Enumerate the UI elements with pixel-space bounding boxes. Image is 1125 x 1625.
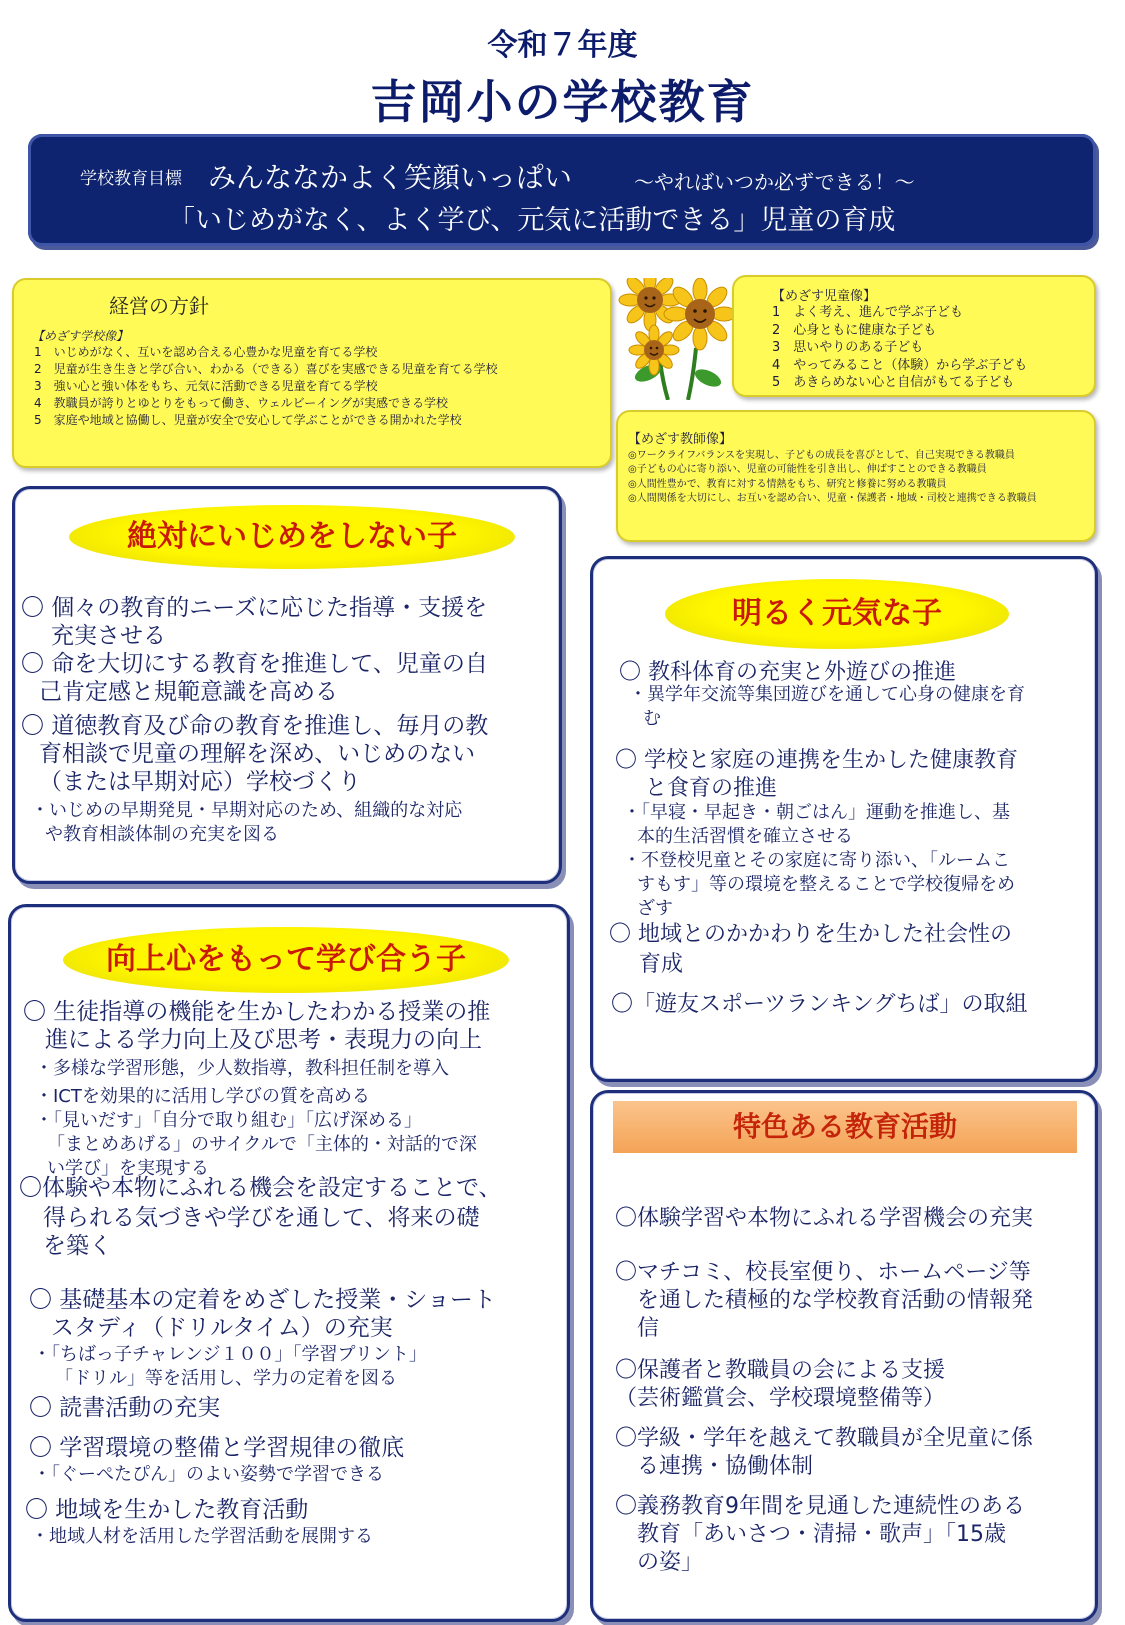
- list-item: ◎子どもの心に寄り添い、児童の可能性を引き出し、伸ばすことのできる教職員: [628, 464, 987, 476]
- list-item: 5 あきらめない心と自信がもてる子ども: [772, 375, 1015, 391]
- policy-item: を通した積極的な学校教育活動の情報発: [637, 1288, 1034, 1313]
- sub-item: ・不登校児童とその家庭に寄り添い、「ルームこ: [623, 850, 1010, 871]
- sub-item: む: [643, 708, 661, 729]
- sub-item: ・地域人材を活用した学習活動を展開する: [31, 1526, 373, 1547]
- sub-item: ・「ちばっ子チャレンジ１００」「学習プリント」: [33, 1344, 427, 1365]
- policy-item: の姿」: [637, 1550, 704, 1575]
- policy-item: る連携・協働体制: [637, 1454, 814, 1479]
- sub-item: 「ドリル」等を活用し、学力の定着を図る: [55, 1368, 397, 1389]
- list-item: 5 家庭や地域と協働し、児童が安全で安心して学ぶことができる開かれた学校: [34, 413, 462, 427]
- goal-sub-text: 〜やればいつか必ずできる！〜: [634, 170, 915, 194]
- policy-item: 〇 個々の教育的ニーズに応じた指導・支援を: [21, 595, 488, 621]
- policy-item: 〇 命を大切にする教育を推進して、児童の自: [21, 651, 488, 677]
- school-goal-banner: [28, 134, 1096, 246]
- policy-item: 〇保護者と教職員の会による支援: [615, 1358, 946, 1383]
- panel-title: 絶対にいじめをしない子: [69, 505, 515, 569]
- school-image-heading: 【めざす学校像】: [32, 329, 129, 343]
- sub-item: ・「見いだす」「自分で取り組む」「広げ深める」: [35, 1110, 422, 1131]
- policy-item: 〇 地域とのかかわりを生かした社会性の: [609, 922, 1012, 947]
- list-item: 1 よく考え、進んで学ぶ子ども: [772, 305, 964, 320]
- goal-main-text: みんななかよく笑顔いっぱい: [208, 161, 573, 194]
- policy-item: 己肯定感と規範意識を高める: [39, 679, 338, 705]
- list-item: ◎人間関係を大切にし、お互いを認め合い、児童・保護者・地域・司校と連携できる教職員: [628, 493, 1037, 505]
- sub-item: ・多様な学習形態，少人数指導，教科担任制を導入: [35, 1058, 449, 1079]
- list-item: 1 いじめがなく、互いを認め合える心豊かな児童を育てる学校: [34, 345, 378, 359]
- policy-item: 〇 基礎基本の定着をめざした授業・ショート: [29, 1287, 496, 1313]
- special-activities-panel: [590, 1090, 1098, 1622]
- policy-item: 〇義務教育9年間を見通した連続性のある: [615, 1494, 1025, 1519]
- policy-item: 〇 生徒指導の機能を生かしたわかる授業の推: [23, 999, 491, 1025]
- sub-item: 「まとめあげる」のサイクルで「主体的・対話的で深: [47, 1134, 477, 1155]
- teacher-image-heading: 【めざす教師像】: [628, 432, 733, 447]
- sub-item: 本的生活習慣を確立させる: [637, 826, 853, 847]
- policy-item: 育相談で児童の理解を深め、いじめのない: [39, 741, 476, 767]
- list-item: 2 児童が生き生きと学び合い、わかる（できる）喜びを実感できる児童を育てる学校: [34, 362, 498, 376]
- child-image-heading: 【めざす児童像】: [772, 289, 877, 304]
- teacher-image-list: [628, 449, 1037, 507]
- policy-item: 〇 道徳教育及び命の教育を推進し、毎月の教: [21, 713, 489, 739]
- sub-item: い学び」を実現する: [47, 1158, 209, 1179]
- sunflower-icon: [619, 278, 736, 400]
- sunflower-illustration: [618, 278, 738, 400]
- ideal-teacher-box: [616, 410, 1096, 542]
- list-item: 4 やってみること（体験）から学ぶ子ども: [772, 357, 1028, 373]
- policy-item: （芸術鑑賞会、学校環境整備等）: [615, 1386, 946, 1411]
- policy-item: 〇 教科体育の充実と外遊びの推進: [619, 660, 956, 685]
- list-item: 2 心身ともに健康な子ども: [772, 322, 937, 338]
- sub-item: ・いじめの早期発見・早期対応のため、組織的な対応: [31, 800, 463, 821]
- policy-item: 〇体験や本物にふれる機会を設定することで、: [19, 1175, 502, 1201]
- sub-item: すもす」等の環境を整えることで学校復帰をめ: [637, 874, 1015, 895]
- anti-bullying-panel: [12, 486, 562, 884]
- policy-item: 教育「あいさつ・清掃・歌声」「15歳: [637, 1522, 1006, 1547]
- policy-item: 育成: [639, 952, 684, 977]
- policy-item: 〇 学校と家庭の連携を生かした健康教育: [615, 748, 1018, 773]
- sub-item: ざす: [637, 898, 673, 919]
- policy-item: 〇 地域を生かした教育活動: [25, 1497, 309, 1523]
- list-item: ◎ワークライフバランスを実現し、子どもの成長を喜びとして、自己実現できる教職員: [628, 450, 1015, 461]
- goal-line2: 「いじめがなく、よく学び、元気に活動できる」児童の育成: [168, 205, 896, 236]
- policy-item: を築く: [43, 1233, 112, 1259]
- policy-item: （または早期対応）学校づくり: [39, 769, 361, 795]
- policy-item: 進による学力向上及び思考・表現力の向上: [45, 1027, 482, 1053]
- list-item: ◎人間性豊かで、教育に対する情熱をもち、研究と修養に努める教職員: [628, 478, 947, 490]
- child-image-list: [772, 304, 1027, 392]
- policy-item: 充実させる: [51, 623, 166, 649]
- policy-item: 〇「遊友スポーツランキングちば」の取組: [611, 992, 1028, 1017]
- ideal-child-box: [732, 275, 1096, 397]
- school-image-list: [34, 344, 604, 429]
- sub-item: ・異学年交流等集団遊びを通して心身の健康を育: [629, 684, 1025, 705]
- list-item: 3 思いやりのある子ども: [772, 340, 924, 356]
- sub-item: ・ICTを効果的に活用し学びの質を高める: [35, 1086, 370, 1107]
- policy-item: 得られる気づきや学びを通して、将来の礎: [43, 1205, 480, 1231]
- sub-item: ・「ぐーぺたぴん」のよい姿勢で学習できる: [33, 1464, 384, 1485]
- goal-label: 学校教育目標: [80, 169, 182, 189]
- policy-item: 信: [637, 1316, 660, 1341]
- learning-panel: [8, 904, 570, 1622]
- sub-item: ・「早寝・早起き・朝ごはん」運動を推進し、基: [623, 802, 1010, 823]
- policy-item: 〇 読書活動の充実: [29, 1395, 221, 1421]
- year-heading: 令和７年度: [487, 28, 638, 63]
- panel-title: 特色ある教育活動: [613, 1101, 1077, 1153]
- sub-item: や教育相談体制の充実を図る: [45, 824, 279, 845]
- policy-item: 〇学級・学年を越えて教職員が全児童に係: [615, 1426, 1034, 1451]
- policy-title: 経営の方針: [109, 294, 209, 318]
- page-title: 吉岡小の学校教育: [370, 75, 755, 129]
- policy-item: 〇 学習環境の整備と学習規律の徹底: [29, 1435, 405, 1461]
- policy-item: スタディ（ドリルタイム）の充実: [51, 1315, 393, 1341]
- list-item: 3 強い心と強い体をもち、元気に活動できる児童を育てる学校: [34, 379, 378, 393]
- panel-title: 明るく元気な子: [665, 579, 1009, 649]
- policy-item: と食育の推進: [645, 776, 778, 801]
- panel-title: 向上心をもって学び合う子: [63, 927, 509, 993]
- management-policy-box: [12, 278, 612, 468]
- list-item: 4 教職員が誇りとゆとりをもって働き、ウェルビーイングが実感できる学校: [34, 396, 448, 410]
- policy-item: 〇体験学習や本物にふれる学習機会の充実: [615, 1206, 1034, 1231]
- policy-item: 〇マチコミ、校長室便り、ホームページ等: [615, 1260, 1031, 1285]
- health-panel: [590, 556, 1098, 1082]
